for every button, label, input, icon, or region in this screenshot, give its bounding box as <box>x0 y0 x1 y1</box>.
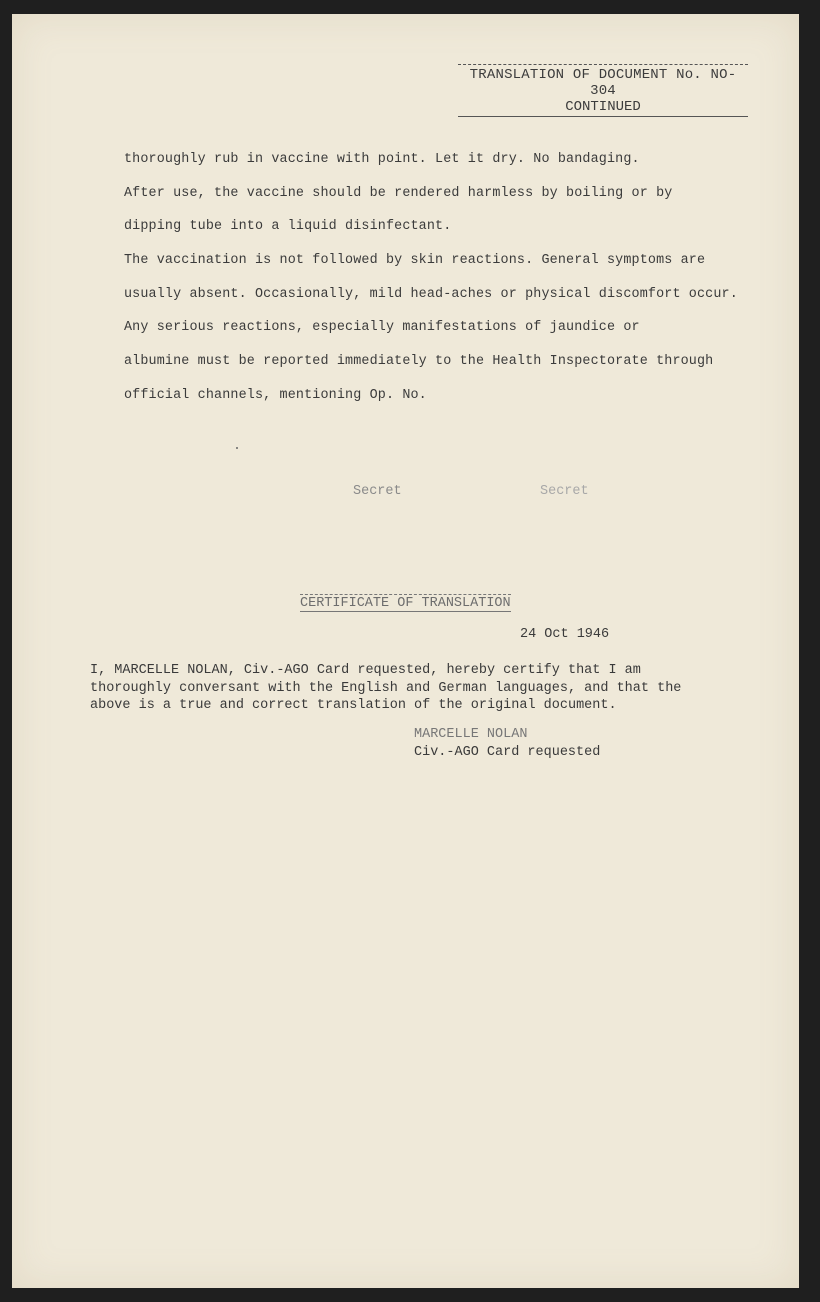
signature-card: Civ.-AGO Card requested <box>414 744 601 760</box>
classification-stamp-right: Secret <box>540 484 589 499</box>
certificate-line: I, MARCELLE NOLAN, Civ.-AGO Card requested, hereby certify that I am <box>90 663 641 678</box>
ink-speck <box>236 447 238 449</box>
header-bottom-rule <box>458 116 748 117</box>
body-line: The vaccination is not followed by skin reactions. General symptoms are <box>124 253 706 269</box>
signature-block <box>414 726 600 761</box>
body-line: After use, the vaccine should be rendered harmless by boiling or by <box>124 185 673 201</box>
translation-body <box>124 152 738 422</box>
certificate-line: above is a true and correct translation of the original document. <box>90 698 617 713</box>
body-line: thoroughly rub in vaccine with point. Let it dry. No bandaging. <box>124 152 640 167</box>
body-line: Any serious reactions, especially manifestations of jaundice or <box>124 320 640 336</box>
body-line: dipping tube into a liquid disinfectant. <box>124 219 452 235</box>
body-line: usually absent. Occasionally, mild head-aches or physical discomfort occur. <box>124 286 738 302</box>
header-top-rule <box>458 64 748 65</box>
document-page <box>12 14 799 1288</box>
signature-name: MARCELLE NOLAN <box>414 727 528 742</box>
body-line: albumine must be reported immediately to the Health Inspectorate through <box>124 354 714 370</box>
certificate-date: 24 Oct 1946 <box>520 627 610 642</box>
header-subtitle: CONTINUED <box>565 99 641 115</box>
certificate-line: thoroughly conversant with the English and German languages, and that the <box>90 680 682 696</box>
certificate-paragraph <box>90 662 681 715</box>
document-header <box>458 64 748 117</box>
header-title: TRANSLATION OF DOCUMENT No. NO-304 <box>469 67 737 99</box>
body-line: official channels, mentioning Op. No. <box>124 387 427 403</box>
classification-stamp-left: Secret <box>353 484 402 499</box>
certificate-heading: CERTIFICATE OF TRANSLATION <box>300 596 511 611</box>
